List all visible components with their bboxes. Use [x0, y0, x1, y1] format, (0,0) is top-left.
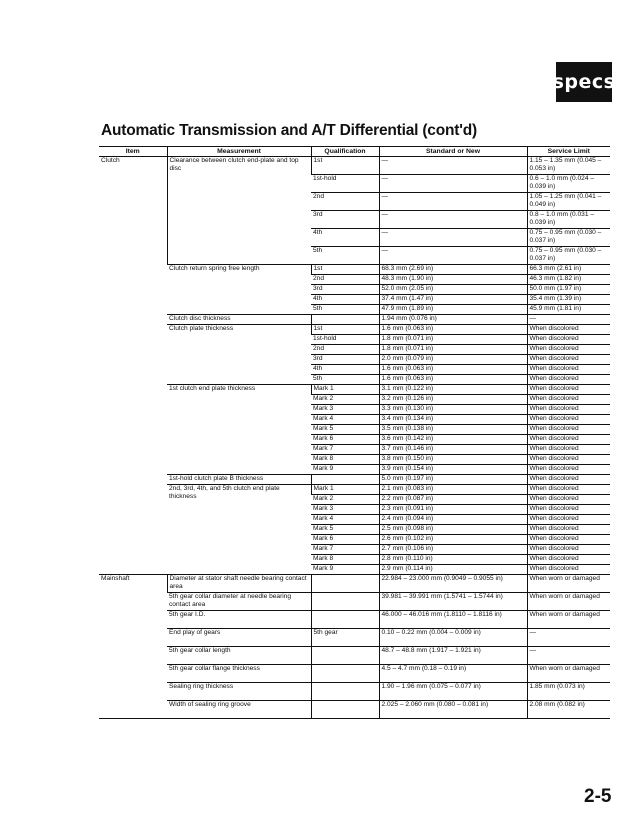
qualification-cell: Mark 7	[311, 545, 379, 555]
table-row	[99, 647, 610, 665]
qualification-cell: 1st	[311, 325, 379, 335]
measurement-cell: Clearance between clutch end-plate and top disc	[167, 157, 311, 265]
standard-cell: 48.7 – 48.8 mm (1.917 – 1.921 in)	[379, 647, 527, 665]
qualification-cell: Mark 5	[311, 425, 379, 435]
header-standard: Standard or New	[379, 147, 527, 157]
standard-cell: 2.8 mm (0.110 in)	[379, 555, 527, 565]
page-number: 2-5	[584, 786, 612, 807]
spec-table	[99, 146, 610, 719]
service-limit-cell: When discolored	[527, 405, 610, 415]
service-limit-cell: 0.6 – 1.0 mm (0.024 – 0.039 in)	[527, 175, 610, 193]
qualification-cell: 1st-hold	[311, 175, 379, 193]
service-limit-cell: When discolored	[527, 455, 610, 465]
qualification-cell	[311, 315, 379, 325]
service-limit-cell: When worn or damaged	[527, 665, 610, 683]
service-limit-cell: When worn or damaged	[527, 611, 610, 629]
qualification-cell	[311, 701, 379, 719]
standard-cell: 47.9 mm (1.89 in)	[379, 305, 527, 315]
table-row	[99, 315, 610, 325]
service-limit-cell: When discolored	[527, 365, 610, 375]
measurement-cell: Clutch plate thickness	[167, 325, 311, 385]
standard-cell: 0.10 – 0.22 mm (0.004 – 0.009 in)	[379, 629, 527, 647]
standard-cell: 2.5 mm (0.098 in)	[379, 525, 527, 535]
service-limit-cell: 1.15 – 1.35 mm (0.045 – 0.053 in)	[527, 157, 610, 175]
qualification-cell: 1st	[311, 265, 379, 275]
service-limit-cell: When worn or damaged	[527, 593, 610, 611]
service-limit-cell: 1.85 mm (0.073 in)	[527, 683, 610, 701]
standard-cell: 2.9 mm (0.114 in)	[379, 565, 527, 575]
item-cell: Mainshaft	[99, 575, 167, 719]
standard-cell: 2.025 – 2.060 mm (0.080 – 0.081 in)	[379, 701, 527, 719]
service-limit-cell: When discolored	[527, 505, 610, 515]
qualification-cell: 2nd	[311, 193, 379, 211]
standard-cell: —	[379, 193, 527, 211]
service-limit-cell: When discolored	[527, 395, 610, 405]
service-limit-cell: When discolored	[527, 435, 610, 445]
standard-cell: 2.1 mm (0.083 in)	[379, 485, 527, 495]
service-limit-cell: 66.3 mm (2.61 in)	[527, 265, 610, 275]
standard-cell: 3.9 mm (0.154 in)	[379, 465, 527, 475]
standard-cell: 2.7 mm (0.106 in)	[379, 545, 527, 555]
qualification-cell: Mark 4	[311, 515, 379, 525]
qualification-cell: Mark 1	[311, 485, 379, 495]
qualification-cell: Mark 3	[311, 505, 379, 515]
measurement-cell: Width of sealing ring groove	[167, 701, 311, 719]
qualification-cell: Mark 5	[311, 525, 379, 535]
qualification-cell: Mark 1	[311, 385, 379, 395]
standard-cell: 1.6 mm (0.063 in)	[379, 365, 527, 375]
table-row	[99, 575, 610, 593]
service-limit-cell: 1.05 – 1.25 mm (0.041 – 0.049 in)	[527, 193, 610, 211]
qualification-cell: Mark 9	[311, 465, 379, 475]
qualification-cell: Mark 7	[311, 445, 379, 455]
qualification-cell	[311, 611, 379, 629]
qualification-cell: Mark 8	[311, 555, 379, 565]
page-title: Automatic Transmission and A/T Differential (cont'd)	[101, 122, 477, 139]
service-limit-cell: When discolored	[527, 335, 610, 345]
standard-cell: 2.4 mm (0.094 in)	[379, 515, 527, 525]
qualification-cell	[311, 683, 379, 701]
qualification-cell: Mark 6	[311, 435, 379, 445]
service-limit-cell: When discolored	[527, 355, 610, 365]
measurement-cell: Clutch return spring free length	[167, 265, 311, 315]
item-cell: Clutch	[99, 157, 167, 575]
qualification-cell: Mark 4	[311, 415, 379, 425]
qualification-cell: 3rd	[311, 355, 379, 365]
qualification-cell: 5th	[311, 305, 379, 315]
service-limit-cell: When discolored	[527, 425, 610, 435]
service-limit-cell: When discolored	[527, 465, 610, 475]
standard-cell: 1.8 mm (0.071 in)	[379, 335, 527, 345]
standard-cell: 22.984 – 23.000 mm (0.9049 – 0.9055 in)	[379, 575, 527, 593]
table-header-row	[99, 147, 610, 157]
qualification-cell: Mark 8	[311, 455, 379, 465]
standard-cell: 3.3 mm (0.130 in)	[379, 405, 527, 415]
qualification-cell: Mark 6	[311, 535, 379, 545]
standard-cell: 2.0 mm (0.079 in)	[379, 355, 527, 365]
qualification-cell: 2nd	[311, 275, 379, 285]
standard-cell: 3.6 mm (0.142 in)	[379, 435, 527, 445]
section-badge: specs	[556, 62, 612, 102]
service-limit-cell: When discolored	[527, 495, 610, 505]
qualification-cell: 3rd	[311, 285, 379, 295]
qualification-cell	[311, 593, 379, 611]
standard-cell: 3.2 mm (0.126 in)	[379, 395, 527, 405]
service-limit-cell: When discolored	[527, 555, 610, 565]
measurement-cell: Diameter at stator shaft needle bearing contact area	[167, 575, 311, 593]
standard-cell: 2.3 mm (0.091 in)	[379, 505, 527, 515]
service-limit-cell: —	[527, 647, 610, 665]
qualification-cell: 5th	[311, 375, 379, 385]
standard-cell: 5.0 mm (0.197 in)	[379, 475, 527, 485]
standard-cell: 1.94 mm (0.076 in)	[379, 315, 527, 325]
header-measurement: Measurement	[167, 147, 311, 157]
standard-cell: 1.8 mm (0.071 in)	[379, 345, 527, 355]
standard-cell: —	[379, 175, 527, 193]
service-limit-cell: When discolored	[527, 485, 610, 495]
header-item: Item	[99, 147, 167, 157]
service-limit-cell: 46.3 mm (1.82 in)	[527, 275, 610, 285]
qualification-cell: 5th	[311, 247, 379, 265]
measurement-cell: 1st-hold clutch plate B thickness	[167, 475, 311, 485]
table-row	[99, 611, 610, 629]
service-limit-cell: 45.9 mm (1.81 in)	[527, 305, 610, 315]
qualification-cell: Mark 3	[311, 405, 379, 415]
table-row	[99, 683, 610, 701]
table-row	[99, 629, 610, 647]
measurement-cell: End play of gears	[167, 629, 311, 647]
qualification-cell: Mark 9	[311, 565, 379, 575]
measurement-cell: 5th gear collar diameter at needle bearing contact area	[167, 593, 311, 611]
service-limit-cell: 0.75 – 0.95 mm (0.030 – 0.037 in)	[527, 229, 610, 247]
table-row	[99, 265, 610, 275]
service-limit-cell: —	[527, 629, 610, 647]
standard-cell: 37.4 mm (1.47 in)	[379, 295, 527, 305]
service-limit-cell: When discolored	[527, 535, 610, 545]
service-limit-cell: When discolored	[527, 385, 610, 395]
qualification-cell: 4th	[311, 295, 379, 305]
service-limit-cell: When worn or damaged	[527, 575, 610, 593]
table-row	[99, 701, 610, 719]
measurement-cell: Clutch disc thickness	[167, 315, 311, 325]
service-limit-cell: When discolored	[527, 325, 610, 335]
standard-cell: 2.2 mm (0.087 in)	[379, 495, 527, 505]
qualification-cell: 1st	[311, 157, 379, 175]
service-limit-cell: When discolored	[527, 525, 610, 535]
measurement-cell: 2nd, 3rd, 4th, and 5th clutch end plate thickness	[167, 485, 311, 575]
standard-cell: 48.3 mm (1.90 in)	[379, 275, 527, 285]
qualification-cell	[311, 575, 379, 593]
table-body	[99, 157, 610, 719]
standard-cell: 3.5 mm (0.138 in)	[379, 425, 527, 435]
measurement-cell: 5th gear collar length	[167, 647, 311, 665]
qualification-cell: 1st-hold	[311, 335, 379, 345]
standard-cell: 1.6 mm (0.063 in)	[379, 325, 527, 335]
standard-cell: 52.0 mm (2.05 in)	[379, 285, 527, 295]
standard-cell: 2.6 mm (0.102 in)	[379, 535, 527, 545]
measurement-cell: 5th gear collar flange thickness	[167, 665, 311, 683]
service-limit-cell: When discolored	[527, 475, 610, 485]
table-row	[99, 325, 610, 335]
table-row	[99, 593, 610, 611]
standard-cell: 3.8 mm (0.150 in)	[379, 455, 527, 465]
standard-cell: —	[379, 247, 527, 265]
qualification-cell: Mark 2	[311, 495, 379, 505]
qualification-cell	[311, 647, 379, 665]
table-row	[99, 665, 610, 683]
standard-cell: 4.5 – 4.7 mm (0.18 – 0.19 in)	[379, 665, 527, 683]
standard-cell: 46.000 – 46.016 mm (1.8110 – 1.8116 in)	[379, 611, 527, 629]
header-service-limit: Service Limit	[527, 147, 610, 157]
standard-cell: 3.1 mm (0.122 in)	[379, 385, 527, 395]
service-limit-cell: When discolored	[527, 415, 610, 425]
service-limit-cell: 2.08 mm (0.082 in)	[527, 701, 610, 719]
service-limit-cell: 0.8 – 1.0 mm (0.031 – 0.039 in)	[527, 211, 610, 229]
qualification-cell	[311, 665, 379, 683]
standard-cell: 3.4 mm (0.134 in)	[379, 415, 527, 425]
measurement-cell: Sealing ring thickness	[167, 683, 311, 701]
standard-cell: 1.90 – 1.96 mm (0.075 – 0.077 in)	[379, 683, 527, 701]
measurement-cell: 1st clutch end plate thickness	[167, 385, 311, 475]
standard-cell: —	[379, 157, 527, 175]
service-limit-cell: When discolored	[527, 565, 610, 575]
table-row	[99, 475, 610, 485]
qualification-cell: 4th	[311, 229, 379, 247]
standard-cell: 68.3 mm (2.69 in)	[379, 265, 527, 275]
service-limit-cell: —	[527, 315, 610, 325]
service-limit-cell: 35.4 mm (1.39 in)	[527, 295, 610, 305]
standard-cell: 3.7 mm (0.146 in)	[379, 445, 527, 455]
table-row	[99, 485, 610, 495]
service-limit-cell: When discolored	[527, 515, 610, 525]
service-limit-cell: When discolored	[527, 545, 610, 555]
service-limit-cell: When discolored	[527, 445, 610, 455]
qualification-cell: 3rd	[311, 211, 379, 229]
measurement-cell: 5th gear I.D.	[167, 611, 311, 629]
standard-cell: 1.6 mm (0.063 in)	[379, 375, 527, 385]
standard-cell: —	[379, 229, 527, 247]
service-limit-cell: When discolored	[527, 345, 610, 355]
service-limit-cell: When discolored	[527, 375, 610, 385]
qualification-cell: 5th gear	[311, 629, 379, 647]
table-row	[99, 157, 610, 175]
header-qualification: Qualification	[311, 147, 379, 157]
qualification-cell: 2nd	[311, 345, 379, 355]
standard-cell: 39.981 – 39.991 mm (1.5741 – 1.5744 in)	[379, 593, 527, 611]
standard-cell: —	[379, 211, 527, 229]
qualification-cell: 4th	[311, 365, 379, 375]
service-limit-cell: 0.75 – 0.95 mm (0.030 – 0.037 in)	[527, 247, 610, 265]
qualification-cell: Mark 2	[311, 395, 379, 405]
qualification-cell	[311, 475, 379, 485]
service-limit-cell: 50.0 mm (1.97 in)	[527, 285, 610, 295]
table-row	[99, 385, 610, 395]
